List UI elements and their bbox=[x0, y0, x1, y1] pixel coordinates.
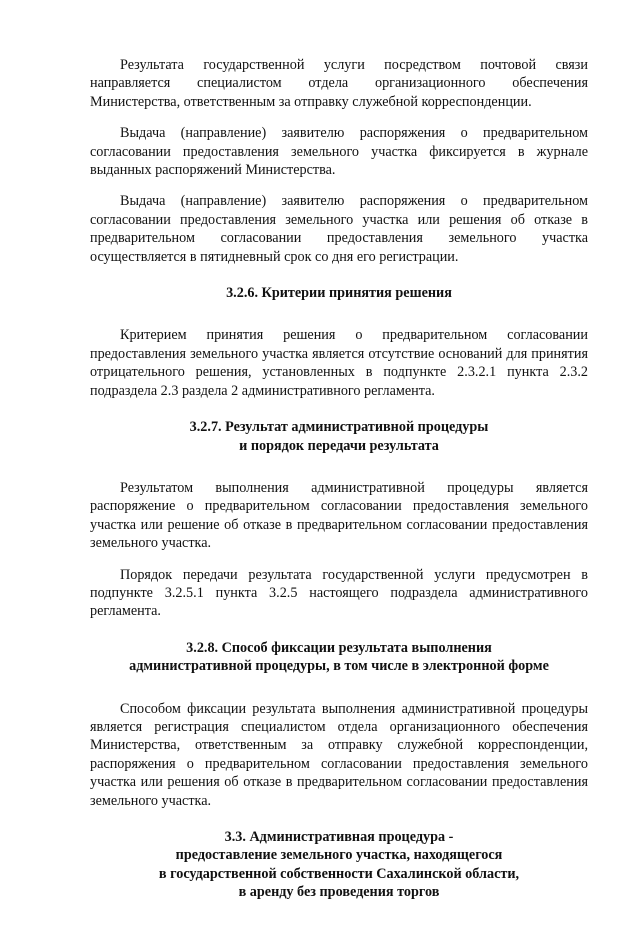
heading-3-3-line-3: в государственной собственности Сахалинской области, bbox=[158, 865, 520, 882]
heading-3-3-line-1: 3.3. Административная процедура - bbox=[224, 829, 454, 845]
heading-3-2-8-line-1: 3.2.8. Способ фиксации результата выполнения bbox=[186, 639, 492, 656]
paragraph-result-recording: Способом фиксации результата выполнения административной процедуры является регистрация специалистом отдела организационного обеспечения Министерства, ответственным за отправку служебной корреспонденции, распоряжения о предварительном согласовании предоставления земельного участка или решения об отказе в предварительном согласовании предоставления земельного участка. bbox=[90, 700, 588, 809]
heading-3-2-6 bbox=[90, 284, 588, 302]
heading-3-3 bbox=[90, 828, 588, 902]
paragraph-procedure-result: Результатом выполнения административной процедуры является распоряжение о предварительном согласовании предоставления земельного участка или решение об отказе в предварительном согласовании предоставления земельного участка. bbox=[90, 479, 588, 552]
heading-3-3-line-4: в аренду без проведения торгов bbox=[238, 884, 440, 901]
heading-3-2-7-line-1: 3.2.7. Результат административной процедуры bbox=[189, 419, 489, 436]
heading-3-2-6-text: 3.2.6. Критерии принятия решения bbox=[226, 285, 452, 302]
paragraph-delivery-deadline: Выдача (направление) заявителю распоряжения о предварительном согласовании предоставления земельного участка или решения об отказе в предварительном согласовании предоставления земельного участка осуществляется в пятидневный срок со дня его регистрации. bbox=[90, 193, 588, 265]
paragraph-journal-registration: Выдача (направление) заявителю распоряжения о предварительном согласовании предоставления земельного участка фиксируется в журнале выданных распоряжений Министерства. bbox=[90, 125, 588, 179]
heading-3-2-7-line-2: и порядок передачи результата bbox=[239, 437, 439, 454]
heading-3-3-line-2: предоставление земельного участка, находящегося bbox=[175, 847, 503, 864]
heading-3-2-7 bbox=[90, 418, 588, 455]
paragraph-decision-criteria: Критерием принятия решения о предварительном согласовании предоставления земельного участка является отсутствие оснований для принятия отрицательного решения, установленных в подпункте 2.3.2.1 пункта 2.3.2 подраздела 2.3 раздела 2 административного регламента. bbox=[90, 327, 588, 399]
heading-3-2-8-line-2: административной процедуры, в том числе в электронной форме bbox=[129, 658, 549, 675]
paragraph-postal-delivery: Результата государственной услуги посредством почтовой связи направляется специалистом отдела организационного обеспечения Министерства, ответственным за отправку служебной корреспонденции. bbox=[90, 57, 588, 110]
paragraph-result-transfer: Порядок передачи результата государственной услуги предусмотрен в подпункте 3.2.5.1 пункта 3.2.5 настоящего подраздела административного регламента. bbox=[90, 566, 588, 620]
heading-3-2-8 bbox=[90, 639, 588, 676]
document-page bbox=[90, 56, 588, 926]
